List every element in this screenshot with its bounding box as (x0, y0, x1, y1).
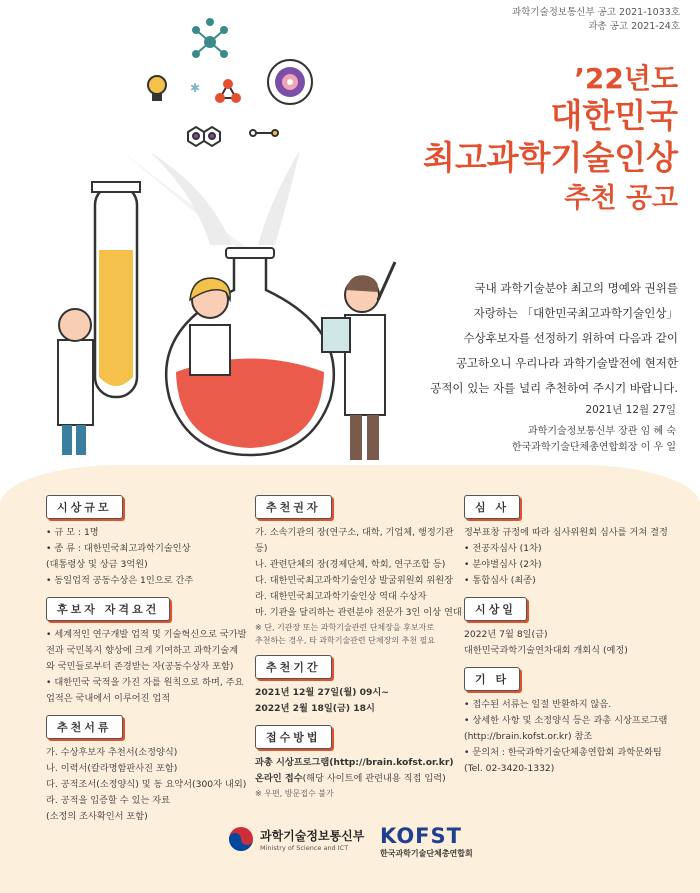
svg-text:✱: ✱ (190, 81, 201, 95)
list-item: 라. 대한민국최고과학기술인상 역대 수상자 (255, 591, 427, 602)
list-item: • 분야별심사 (2차) (464, 559, 542, 570)
list-item: • 대한민국 국적을 가진 자를 원칙으로 하며, 주요 (46, 677, 244, 688)
hexagon-molecule-icon (188, 127, 220, 146)
ceremony-venue: 대한민국과학기술연차대회 개회식 (예정) (464, 645, 628, 656)
submission-program: 과총 시상프로그램 (255, 757, 330, 768)
molecule-icon (193, 19, 227, 57)
list-item: 가. 소속기관의 장(연구소, 대학, 기업체, 행정기관 등) (255, 527, 454, 554)
section-title: 기 타 (464, 667, 520, 691)
list-item: 정부표창 규정에 따라 심사위원회 심사를 거쳐 결정 (464, 527, 668, 538)
title-block (423, 62, 678, 218)
list-item: 다. 대한민국최고과학기술인상 발굴위원회 위원장 (255, 575, 454, 586)
list-item: 가. 수상후보자 추천서(소정양식) (46, 747, 178, 758)
intro-paragraph (348, 276, 678, 401)
msit-logo (228, 826, 364, 852)
submission-desc: (해당 사이트에 관련내용 직접 입력) (302, 773, 446, 784)
list-item: • 동일업적 공동수상은 1인으로 간주 (46, 575, 194, 586)
atom-icon (268, 60, 312, 104)
list-item: • 상세한 사항 및 소정양식 등은 과총 시상프로그램 (464, 715, 668, 726)
taegeuk-icon (228, 826, 254, 852)
intro-line: 국내 과학기술분야 최고의 명예와 권위를 (474, 281, 678, 295)
kofst-mark: KOFST (380, 824, 462, 848)
list-item: • 전공자심사 (1차) (464, 543, 542, 554)
title-main-1: 대한민국 (550, 96, 678, 135)
section-submission (255, 725, 465, 800)
list-item: • 세계적인 연구개발 업적 및 기술혁신으로 국가발 (46, 629, 247, 640)
ceremony-date: 2022년 7월 8일(금) (464, 629, 548, 640)
notice-header (512, 6, 680, 34)
note: 추천하는 경우, 타 과학기술관련 단체장의 추천 필요 (255, 636, 436, 645)
section-ceremony (464, 597, 684, 659)
list-item: • 통합심사 (최종) (464, 575, 536, 586)
bond-icon (250, 130, 278, 136)
intro-line: 공적이 있는 자를 널리 추천하여 주시기 바랍니다. (430, 381, 678, 395)
column-middle (255, 495, 465, 808)
list-item: (소정의 조사확인서 포함) (46, 811, 148, 822)
section-recommender (255, 495, 465, 647)
column-left (46, 495, 256, 833)
section-title: 접수방법 (255, 725, 332, 749)
notice-number-2: 과총 공고 2021-24호 (588, 21, 680, 32)
list-item: (Tel. 02-3420-1332) (464, 763, 555, 774)
section-title: 시상일 (464, 597, 527, 621)
title-main-3: 추천 공고 (564, 183, 678, 214)
list-item: 와 국민들로부터 존경받는 자(공동수상자 포함) (46, 661, 234, 672)
list-item: • 종 류 : 대한민국최고과학기술인상 (46, 543, 191, 554)
section-period (255, 655, 465, 717)
title-main-2: 최고과학기술인상 (422, 138, 678, 177)
list-item: • 문의처 : 한국과학기술단체총연합회 과학문화팀 (464, 747, 662, 758)
intro-line: 공고하오니 우리나라 과학기술발전에 현저한 (455, 356, 678, 370)
notice-date: 2021년 12월 27일 (585, 404, 676, 416)
section-review (464, 495, 684, 589)
signer-kofst: 한국과학기술단체총연합회장 이 우 일 (511, 442, 676, 453)
note: ※ 단, 기관장 또는 과학기술관련 단체장을 후보자로 (255, 623, 435, 632)
notice-number-1: 과학기술정보통신부 공고 2021-1033호 (512, 7, 680, 18)
section-etc (464, 667, 684, 777)
section-qualification (46, 597, 256, 707)
section-title: 추천서류 (46, 715, 123, 739)
scientist-woman-figure (190, 278, 230, 375)
msit-eng: Ministry of Science and ICT (260, 843, 349, 852)
list-item: 다. 공적조서(소정양식) 및 동 요약서(300자 내외) (46, 779, 247, 790)
signers (512, 424, 676, 456)
section-title: 추천기간 (255, 655, 332, 679)
list-item: 업적은 국내에서 이루어진 업적 (46, 693, 171, 704)
intro-line: 수상후보자를 선정하기 위하여 다음과 같이 (463, 331, 678, 345)
list-item: • 규 모 : 1명 (46, 527, 99, 538)
column-right (464, 495, 684, 785)
bulb-icon (148, 76, 166, 101)
period-start: 2021년 12월 27일(월) 09시~ (255, 687, 389, 698)
list-item: 마. 기관을 달리하는 관련분야 전문가 3인 이상 연대 (255, 607, 462, 618)
title-year: ’22년도 (574, 62, 678, 95)
list-item: 나. 이력서(칼라명함판사진 포함) (46, 763, 178, 774)
submission-online: 온라인 접수 (255, 773, 303, 784)
list-item: 라. 공적을 입증할 수 있는 자료 (46, 795, 171, 806)
note: ※ 우편, 방문접수 불가 (255, 789, 334, 798)
section-title: 시상규모 (46, 495, 123, 519)
kofst-name: 한국과학기술단체총연합회 (380, 849, 473, 858)
period-end: 2022년 2월 18일(금) 18시 (255, 703, 375, 714)
submission-url[interactable]: (http://brain.kofst.or.kr) (329, 757, 454, 768)
section-title: 추천권자 (255, 495, 332, 519)
list-item[interactable]: (http://brain.kofst.or.kr) 참조 (464, 731, 593, 742)
footer-logos (0, 812, 700, 872)
section-documents (46, 715, 256, 825)
list-item: (대통령상 및 상금 3억원) (46, 559, 148, 570)
section-title: 후보자 자격요건 (46, 597, 170, 621)
signer-minister: 과학기술정보통신부 장관 임 혜 숙 (528, 426, 676, 437)
list-item: • 접수된 서류는 일절 반환하지 않음. (464, 699, 612, 710)
list-item: 나. 관련단체의 장(경제단체, 학회, 연구조합 등) (255, 559, 446, 570)
list-item: 전과 국민복지 향상에 크게 기여하고 과학기술계 (46, 645, 239, 656)
kofst-logo (380, 824, 473, 859)
section-scale (46, 495, 256, 589)
test-tube-icon (92, 182, 140, 397)
msit-name: 과학기술정보통신부 (260, 828, 365, 843)
cluster-icon (215, 79, 241, 103)
scientist-left-figure (58, 309, 93, 455)
intro-line: 자랑하는 「대한민국최고과학기술인상」 (473, 306, 678, 320)
section-title: 심 사 (464, 495, 520, 519)
